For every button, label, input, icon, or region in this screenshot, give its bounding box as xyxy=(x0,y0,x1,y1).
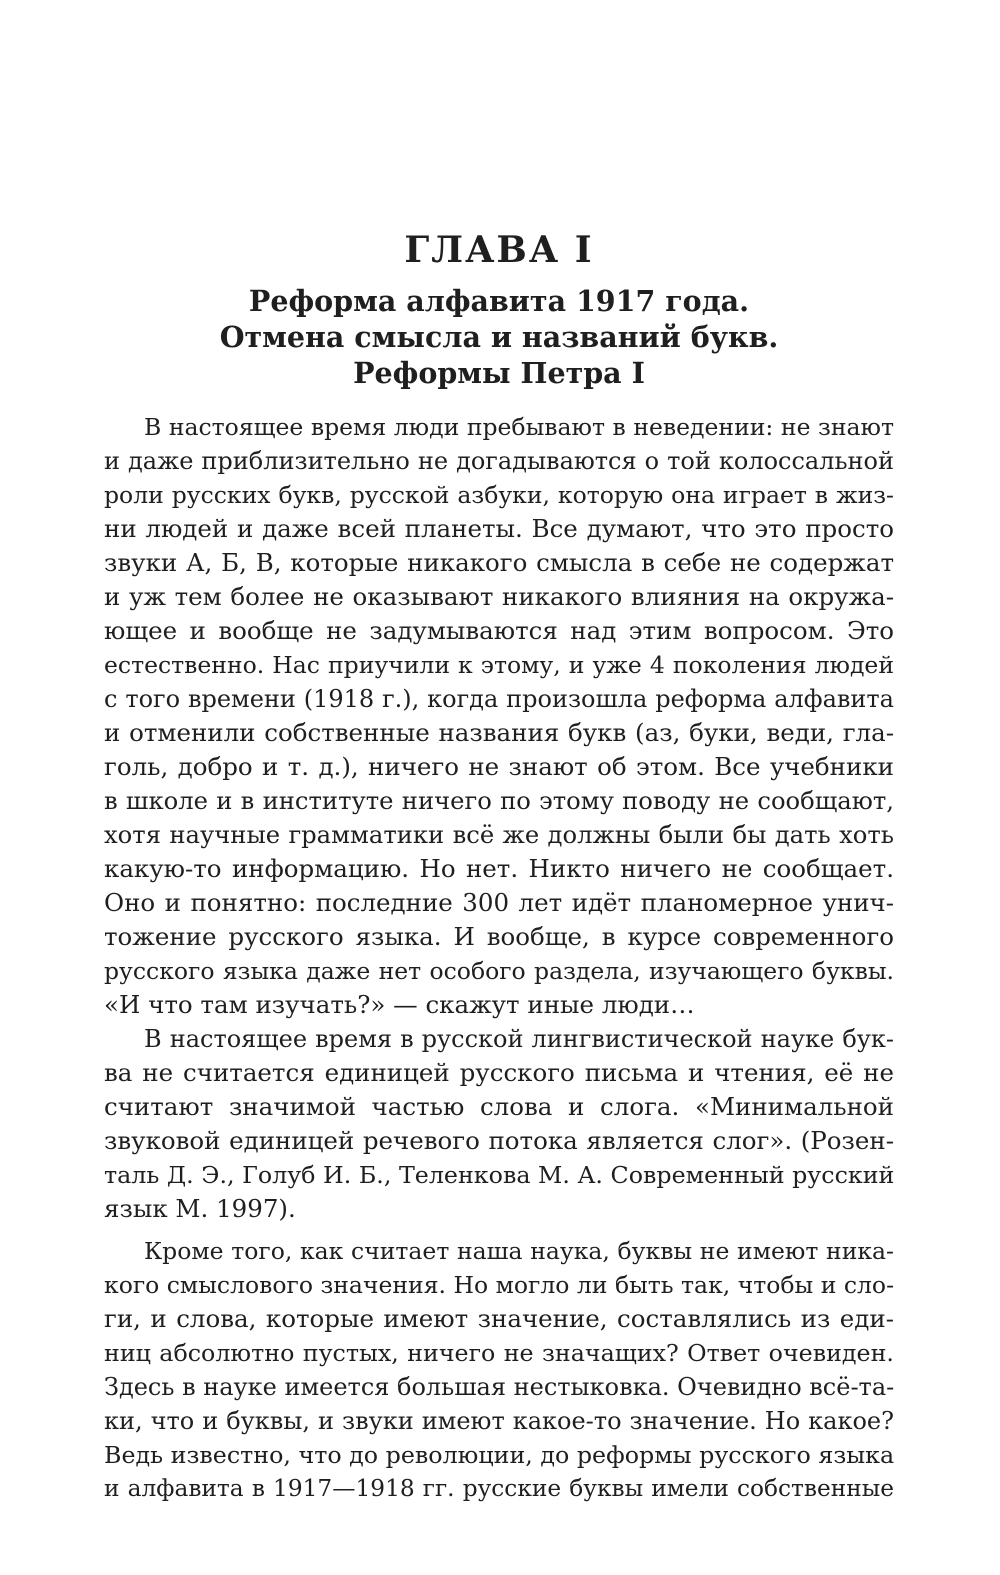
text-line: ги, и слова, которые имеют значение, составлялись из еди- xyxy=(104,1304,894,1333)
text-line: таль Д. Э., Голуб И. Б., Теленкова М. А. Современный русский xyxy=(104,1161,895,1189)
text-line: и отменили собственные названия букв (аз, буки, веди, гла- xyxy=(104,718,894,747)
text-line: и даже приблизительно не догадываются о той колоссальной xyxy=(104,447,894,475)
text-line: какую-то информацию. Но нет. Никто ничего не сообщает. xyxy=(104,854,894,883)
text-line: и уж тем более не оказывают никакого влияния на окружа- xyxy=(104,582,894,611)
text-line: естественно. Нас приучили к этому, и уже 4 поколения людей xyxy=(104,651,894,679)
text-line: В настоящее время люди пребывают в неведении: не знают xyxy=(144,413,894,441)
paragraph-1 xyxy=(104,410,894,1022)
text-line: с того времени (1918 г.), когда произошла реформа алфавита xyxy=(104,685,894,713)
text-line: тожение русского языка. И вообще, в курсе современного xyxy=(104,922,894,951)
text-line: Здесь в науке имеется большая нестыковка. Очевидно всё-та- xyxy=(104,1373,895,1401)
text-line: Ведь известно, что до революции, до реформы русского языка xyxy=(104,1441,895,1469)
text-line: Кроме того, как считает наша наука, буквы не имеют ника- xyxy=(144,1237,894,1265)
chapter-title-line: Реформа алфавита 1917 года. xyxy=(248,284,750,318)
chapter-title-line: Отмена смысла и названий букв. xyxy=(219,320,779,354)
text-line: хотя научные грамматики всё же должны были бы дать хоть xyxy=(104,820,894,849)
text-line: голь, добро и т. д.), ничего не знают об этом. Все учебники xyxy=(104,752,894,781)
text-line: считают значимой частью слова и слога. «Минимальной xyxy=(104,1092,894,1121)
text-line: ниц абсолютно пустых, ничего не значащих? Ответ очевиден. xyxy=(104,1339,894,1367)
text-line: кого смыслового значения. Но могло ли быть так, чтобы и сло- xyxy=(104,1271,895,1299)
text-line: Оно и понятно: последние 300 лет идёт планомерное унич- xyxy=(104,888,894,917)
text-line: ва не считается единицей русского письма и чтения, её не xyxy=(104,1058,894,1087)
text-line: ни людей и даже всей планеты. Все думают, что это просто xyxy=(104,514,894,543)
text-line: язык М. 1997). xyxy=(104,1194,296,1223)
book-page xyxy=(104,0,894,1575)
body-text xyxy=(104,410,894,1506)
chapter-title xyxy=(104,283,894,391)
chapter-label: ГЛАВА I xyxy=(404,229,594,271)
paragraph-3 xyxy=(104,1234,894,1506)
chapter-title-line: Реформы Петра I xyxy=(353,356,645,390)
text-line: ки, что и буквы, и звуки имеют какое-то значение. Но какое? xyxy=(104,1407,894,1435)
text-line: В настоящее время в русской лингвистической науке бук- xyxy=(144,1025,894,1053)
text-line: и алфавита в 1917—1918 гг. русские буквы имели собственные xyxy=(104,1475,894,1502)
text-line: в школе и в институте ничего по этому поводу не сообщают, xyxy=(104,786,894,815)
text-line: роли русских букв, русской азбуки, которую она играет в жиз- xyxy=(104,481,894,509)
text-line: звуки А, Б, В, которые никакого смысла в себе не содержат xyxy=(104,548,894,577)
paragraph-2 xyxy=(104,1022,894,1226)
text-line: русского языка даже нет особого раздела, изучающего буквы. xyxy=(104,957,894,985)
paragraph-spacing xyxy=(104,1226,894,1234)
text-line: ющее и вообще не задумываются над этим вопросом. Это xyxy=(104,616,894,645)
text-line: «И что там изучать?» — скажут иные люди… xyxy=(104,990,695,1019)
text-line: звуковой единицей речевого потока является слог». (Розен- xyxy=(104,1126,894,1155)
